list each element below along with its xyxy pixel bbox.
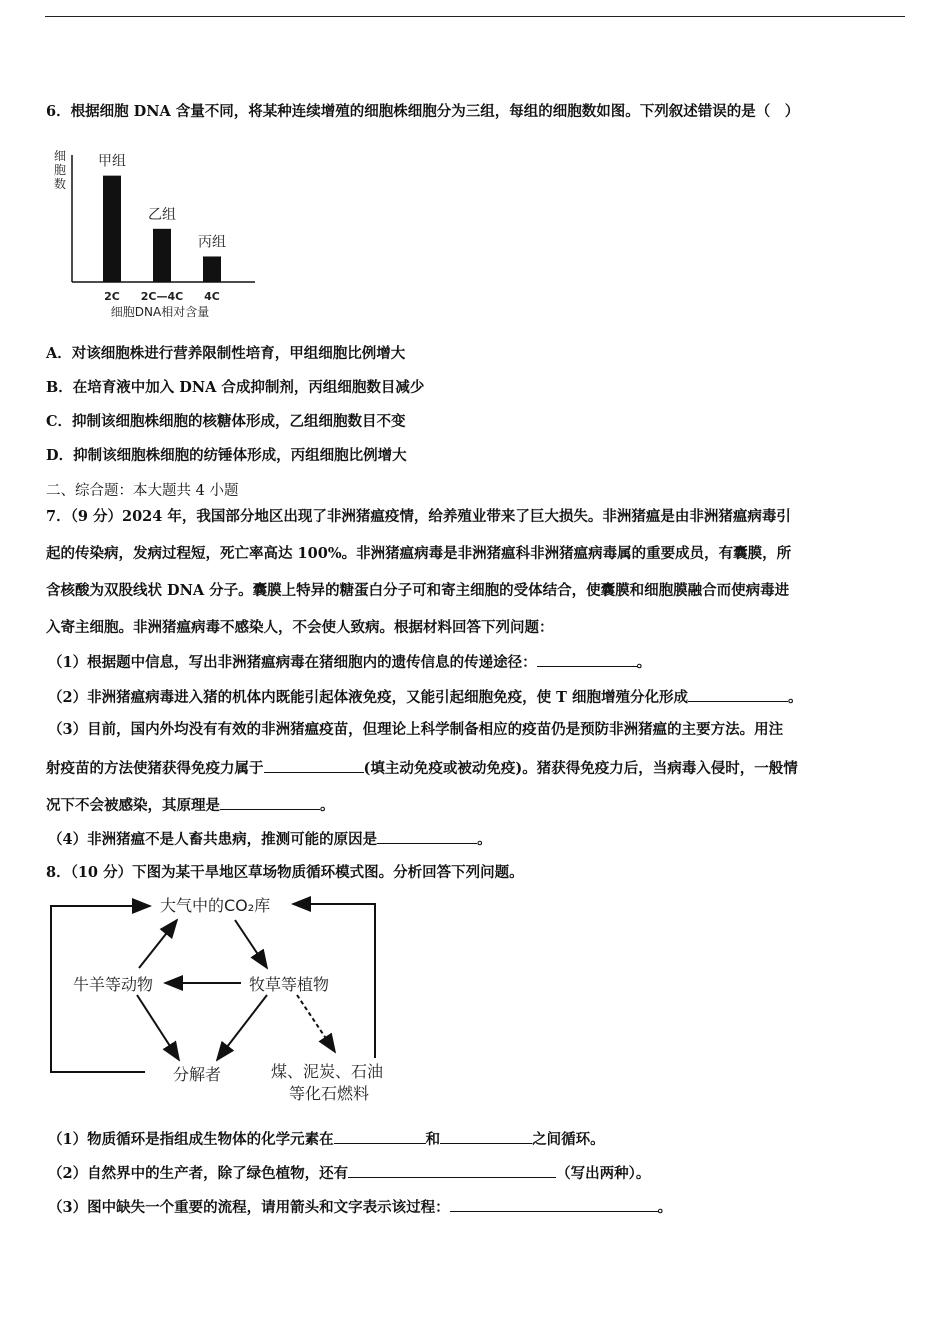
bar-label-3: 丙组 xyxy=(198,234,226,251)
bar-2 xyxy=(153,229,171,282)
arrow-animals-co2 xyxy=(139,920,177,968)
answer-blank[interactable] xyxy=(220,795,320,810)
bar-label-2: 乙组 xyxy=(148,206,176,223)
answer-blank[interactable] xyxy=(264,758,364,773)
bar-3 xyxy=(203,256,221,282)
x-axis-label: 细胞DNA相对含量 xyxy=(110,305,210,319)
fossil-fuel-label-2: 等化石燃料 xyxy=(289,1084,370,1103)
q7-line-1: 7．（9 分）2024 年，我国部分地区出现了非洲猪瘟疫情，给养殖业带来了巨大损失。非洲猪瘟是由非洲猪瘟病毒引 xyxy=(46,508,791,525)
q8-sub-2 xyxy=(48,1163,650,1184)
fossil-fuel-label-1: 煤、泥炭、石油 xyxy=(271,1062,384,1081)
q8-sub-1-text: （1）物质循环是指组成生物体的化学元素在 xyxy=(48,1131,334,1148)
q7-sub-1 xyxy=(48,652,651,673)
q7-sub-3-line-3 xyxy=(46,795,335,816)
q7-line-2: 起的传染病，发病过程短，死亡率高达 100%。非洲猪瘟病毒是非洲猪瘟科非洲猪瘟病毒属的重要成员，有囊膜，所 xyxy=(46,545,792,562)
q8-sub-2-text: （2）自然界中的生产者，除了绿色植物，还有 xyxy=(48,1165,349,1182)
q6-stem: 6．根据细胞 DNA 含量不同，将某种连续增殖的细胞株细胞分为三组，每组的细胞数如图。下列叙述错误的是（ ） xyxy=(46,103,800,120)
q7-sub-4 xyxy=(48,829,492,850)
q7-sub-3-text-a: 射疫苗的方法使猪获得免疫力属于 xyxy=(46,760,264,777)
q6-option-b: B．在培育液中加入 DNA 合成抑制剂，丙组细胞数目减少 xyxy=(46,379,425,396)
q7-sub-3-end: 。 xyxy=(320,797,335,814)
x-tick-label-3: 4C xyxy=(204,290,220,303)
q7-sub-2 xyxy=(48,687,802,708)
q7-sub-3-text-b: (填主动免疫或被动免疫)。猪获得免疫力后，当病毒入侵时，一般情 xyxy=(363,760,798,777)
q7-sub-1-end: 。 xyxy=(636,654,652,671)
arrow-animals-decomposers xyxy=(137,995,179,1060)
q6-option-a: A．对该细胞株进行营养限制性培育，甲组细胞比例增大 xyxy=(46,345,406,362)
answer-blank[interactable] xyxy=(450,1197,658,1212)
q8-sub-3-text: （3）图中缺失一个重要的流程，请用箭头和文字表示该过程： xyxy=(48,1199,450,1216)
section-heading: 二、综合题：本大题共 4 小题 xyxy=(46,483,239,499)
q7-sub-2-text: （2）非洲猪瘟病毒进入猪的机体内既能引起体液免疫，又能引起细胞免疫，使 T 细胞增殖分化形成 xyxy=(48,689,688,706)
x-tick-label-1: 2C xyxy=(104,290,120,303)
arrow-plants-fuel xyxy=(297,995,335,1052)
plants-label: 牧草等植物 xyxy=(249,975,330,994)
arrow-plants-decomposers xyxy=(217,995,267,1060)
answer-blank[interactable] xyxy=(440,1129,532,1144)
q7-line-4: 入寄主细胞。非洲猪瘟病毒不感染人，不会使人致病。根据材料回答下列问题： xyxy=(46,619,554,636)
q7-sub-3-line-1: （3）目前，国内外均没有有效的非洲猪瘟疫苗，但理论上科学制备相应的疫苗仍是预防非洲猪瘟的主要方法。用注 xyxy=(48,721,784,738)
q7-sub-1-text: （1）根据题中信息，写出非洲猪瘟病毒在猪细胞内的遗传信息的传递途径： xyxy=(48,654,537,671)
q7-sub-3-text-c: 况下不会被感染，其原理是 xyxy=(46,797,220,814)
q8-sub-1-end: 之间循环。 xyxy=(532,1131,605,1148)
carbon-cycle-diagram xyxy=(45,890,415,1110)
q6-option-d: D．抑制该细胞株细胞的纺锤体形成，丙组细胞比例增大 xyxy=(46,447,407,464)
q6-option-c: C．抑制该细胞株细胞的核糖体形成，乙组细胞数目不变 xyxy=(46,413,406,430)
q8-sub-2-end: （写出两种）。 xyxy=(556,1165,651,1182)
q8-sub-3 xyxy=(48,1197,672,1218)
co2-pool-label: 大气中的CO₂库 xyxy=(160,896,271,915)
q6-bar-chart xyxy=(50,140,260,325)
y-axis-label: 细胞数 xyxy=(54,149,67,191)
q7-sub-4-end: 。 xyxy=(477,831,492,848)
header-rule xyxy=(45,16,905,17)
answer-blank[interactable] xyxy=(537,652,637,667)
answer-blank[interactable] xyxy=(348,1163,556,1178)
decomposers-label: 分解者 xyxy=(173,1065,222,1084)
bar-label-1: 甲组 xyxy=(98,153,126,170)
q7-line-3: 含核酸为双股线状 DNA 分子。囊膜上特异的糖蛋白分子可和寄主细胞的受体结合，使囊膜和细胞膜融合而使病毒进 xyxy=(46,582,790,599)
q8-sub-3-end: 。 xyxy=(657,1199,673,1216)
animals-label: 牛羊等动物 xyxy=(73,975,154,994)
arrow-co2-plants xyxy=(235,920,267,968)
answer-blank[interactable] xyxy=(334,1129,426,1144)
answer-blank[interactable] xyxy=(688,687,788,702)
q7-sub-2-end: 。 xyxy=(787,689,803,706)
q7-sub-4-text: （4）非洲猪瘟不是人畜共患病，推测可能的原因是 xyxy=(48,831,378,848)
x-tick-label-2: 2C—4C xyxy=(140,290,184,303)
answer-blank[interactable] xyxy=(377,829,477,844)
q8-stem: 8．（10 分）下图为某干旱地区草场物质循环模式图。分析回答下列问题。 xyxy=(46,864,524,881)
q7-sub-3-line-2 xyxy=(46,758,798,779)
q8-sub-1 xyxy=(48,1129,605,1150)
bar-1 xyxy=(103,176,121,282)
q8-sub-1-and: 和 xyxy=(425,1131,441,1148)
